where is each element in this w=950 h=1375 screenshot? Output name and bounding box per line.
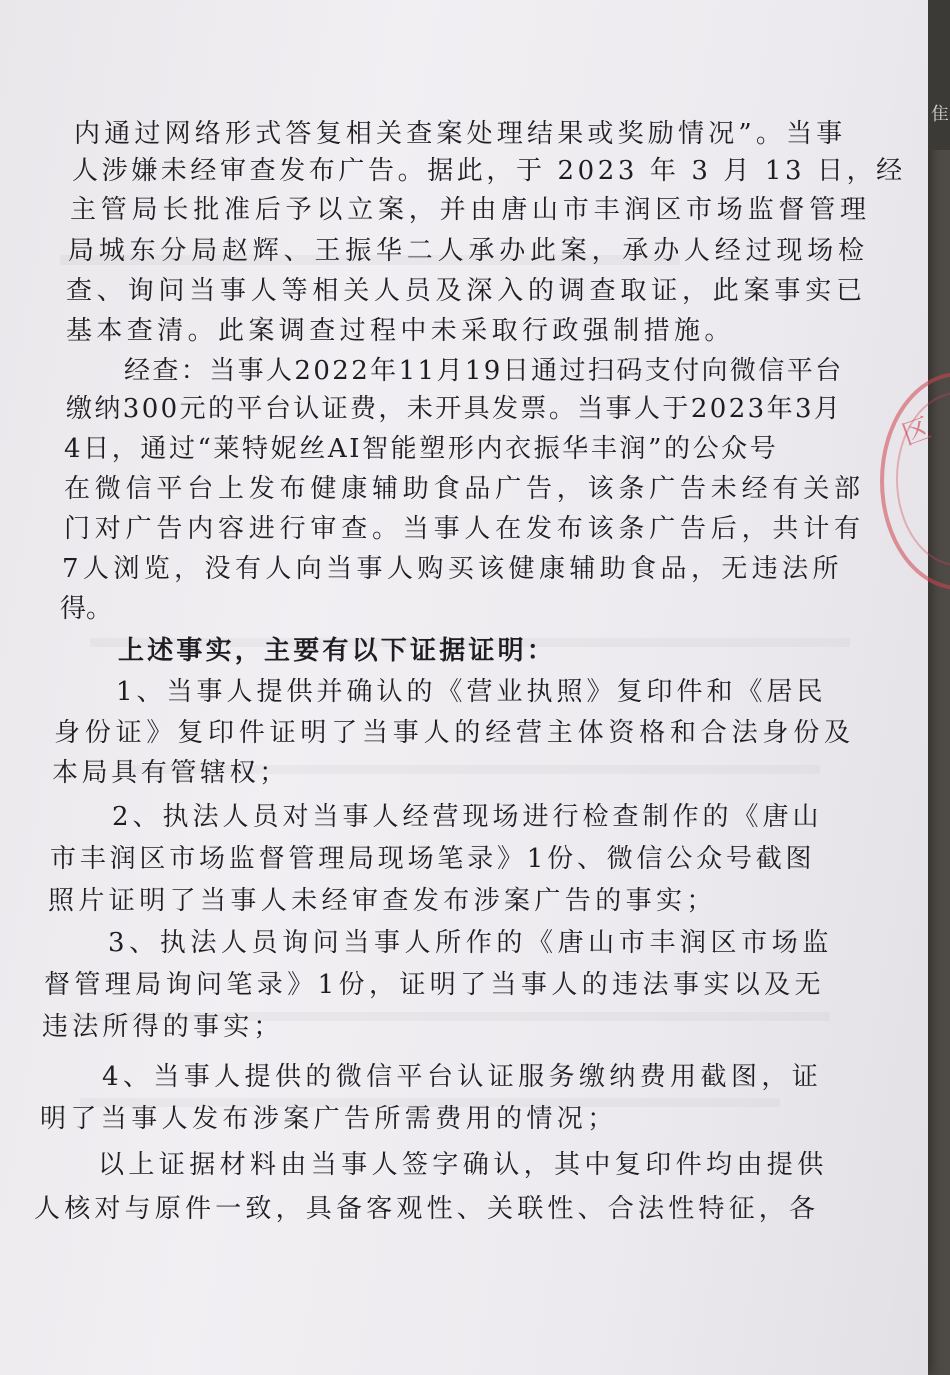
text-line: 2、执法人员对当事人经营现场进行检查制作的《唐山 (112, 802, 823, 832)
text-line: 基本查清。此案调查过程中未采取行政强制措施。 (66, 316, 735, 346)
text-line: 在微信平台上发布健康辅助食品广告，该条广告未经有关部 (64, 474, 865, 504)
text-line: 本局具有管辖权； (52, 758, 289, 788)
text-line: 4日，通过“莱特妮丝AI智能塑形内衣振华丰润”的公众号 (64, 434, 779, 464)
text-line: 4、当事人提供的微信平台认证服务缴纳费用截图，证 (102, 1062, 823, 1092)
text-line: 市丰润区市场监督管理局现场笔录》1份、微信公众号截图 (50, 844, 816, 874)
text-line: 查、询问当事人等相关人员及深入的调查取证，此案事实已 (66, 276, 867, 306)
text-line: 经查：当事人2022年11月19日通过扫码支付向微信平台 (124, 356, 844, 386)
background-object (928, 0, 950, 150)
text-line: 主管局长批准后予以立案，并由唐山市丰润区市场监督管理 (70, 195, 871, 225)
text-line: 得。 (60, 594, 113, 624)
text-line: 局城东分局赵辉、王振华二人承办此案，承办人经过现场检 (68, 236, 869, 266)
text-line: 人核对与原件一致，具备客观性、关联性、合法性特征，各 (34, 1194, 820, 1224)
text-line: 1、当事人提供并确认的《营业执照》复印件和《居民 (116, 677, 827, 707)
section-heading: 上述事实，主要有以下证据证明： (118, 636, 557, 666)
text-line: 3、执法人员询问当事人所作的《唐山市丰润区市场监 (108, 928, 833, 958)
text-line: 内通过网络形式答复相关查案处理结果或奖励情况”。当事 (74, 119, 847, 149)
official-seal-text: 区 (897, 411, 936, 452)
text-line: 人涉嫌未经审查发布广告。据此，于 2023 年 3 月 13 日，经 (72, 156, 906, 186)
text-line: 身份证》复印件证明了当事人的经营主体资格和合法身份及 (54, 718, 855, 748)
text-line: 门对广告内容进行审查。当事人在发布该条广告后，共计有 (64, 514, 865, 544)
text-line: 督管理局询问笔录》1份，证明了当事人的违法事实以及无 (44, 970, 825, 1000)
text-line: 以上证据材料由当事人签字确认，其中复印件均由提供 (98, 1150, 828, 1180)
text-line: 7人浏览，没有人向当事人购买该健康辅助食品，无违法所 (62, 554, 843, 584)
text-line: 违法所得的事实； (42, 1012, 284, 1042)
background-object-text: 隹 (931, 104, 949, 125)
text-line: 明了当事人发布涉案广告所需费用的情况； (40, 1104, 618, 1134)
text-line: 照片证明了当事人未经审查发布涉案广告的事实； (48, 886, 717, 916)
text-line: 缴纳300元的平台认证费，未开具发票。当事人于2023年3月 (66, 394, 843, 424)
